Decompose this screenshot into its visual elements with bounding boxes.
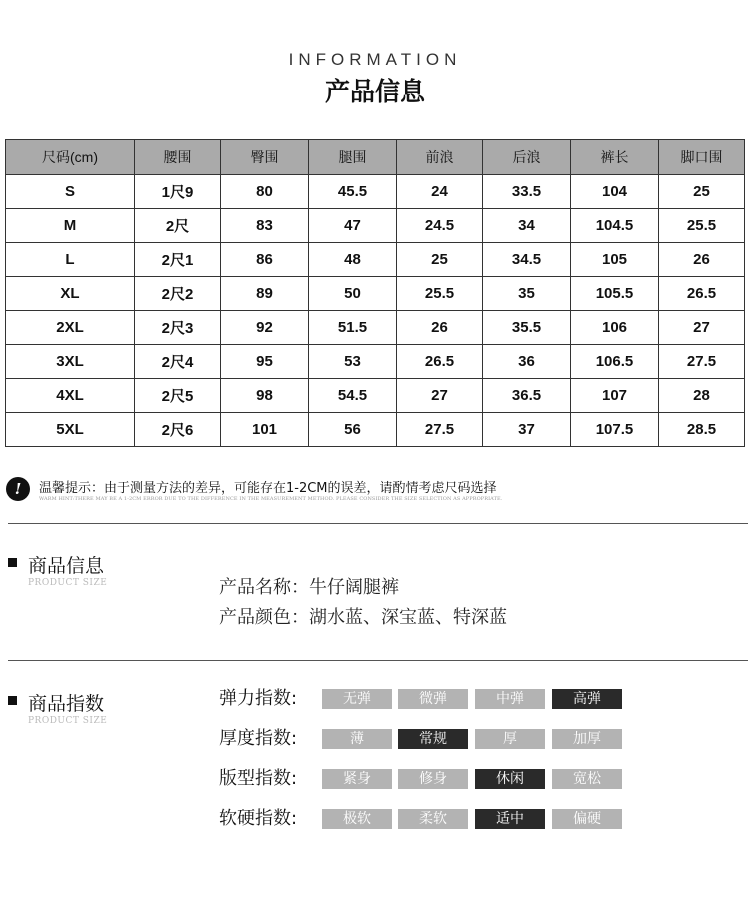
measurement-cell: 33.5	[483, 175, 571, 209]
measurement-cell: 24	[397, 175, 483, 209]
measurement-cell: 2尺6	[135, 413, 221, 447]
table-row	[6, 277, 745, 311]
table-header-row	[6, 140, 745, 175]
measurement-cell: 50	[309, 277, 397, 311]
measurement-cell: 107	[571, 379, 659, 413]
measurement-cell: 51.5	[309, 311, 397, 345]
table-row	[6, 243, 745, 277]
index-option: 紧身	[322, 769, 392, 789]
size-cell: 5XL	[6, 413, 135, 447]
measurement-cell: 105	[571, 243, 659, 277]
column-header: 脚口围	[659, 140, 745, 175]
index-label: 软硬指数:	[219, 808, 298, 829]
measurement-cell: 105.5	[571, 277, 659, 311]
measurement-tip	[6, 477, 746, 507]
column-header: 裤长	[571, 140, 659, 175]
index-label: 厚度指数:	[219, 728, 298, 749]
measurement-cell: 107.5	[571, 413, 659, 447]
index-option: 柔软	[398, 809, 468, 829]
measurement-cell: 83	[221, 209, 309, 243]
measurement-cell: 25.5	[659, 209, 745, 243]
product-name: 产品名称：牛仔阔腿裤	[219, 577, 399, 598]
measurement-cell: 26	[659, 243, 745, 277]
index-option: 宽松	[552, 769, 622, 789]
measurement-cell: 98	[221, 379, 309, 413]
square-bullet-icon	[8, 696, 17, 705]
exclamation-icon: !	[6, 477, 30, 501]
measurement-cell: 45.5	[309, 175, 397, 209]
product-info-heading: 产品信息	[324, 77, 425, 106]
table-row	[6, 311, 745, 345]
divider	[8, 660, 748, 661]
measurement-cell: 35	[483, 277, 571, 311]
measurement-cell: 2尺5	[135, 379, 221, 413]
measurement-cell: 104	[571, 175, 659, 209]
measurement-cell: 2尺2	[135, 277, 221, 311]
measurement-cell: 104.5	[571, 209, 659, 243]
tip-text-en: WARM HINT:THERE MAY BE A 1-2CM ERROR DUE TO THE DIFFERENCE IN THE MEASUREMENT METHOD. PLEASE CONSIDER THE SIZE SELECTION AS APPROPRIATE.	[39, 496, 503, 502]
measurement-cell: 26.5	[397, 345, 483, 379]
index-option: 中弹	[475, 689, 545, 709]
measurement-cell: 2尺	[135, 209, 221, 243]
measurement-cell: 92	[221, 311, 309, 345]
index-option: 薄	[322, 729, 392, 749]
divider	[8, 523, 748, 524]
measurement-cell: 101	[221, 413, 309, 447]
measurement-cell: 25.5	[397, 277, 483, 311]
index-option-selected: 常规	[398, 729, 468, 749]
measurement-cell: 27.5	[659, 345, 745, 379]
column-header: 臀围	[221, 140, 309, 175]
size-cell: 2XL	[6, 311, 135, 345]
size-cell: XL	[6, 277, 135, 311]
column-header: 腿围	[309, 140, 397, 175]
measurement-cell: 35.5	[483, 311, 571, 345]
measurement-cell: 48	[309, 243, 397, 277]
table-row	[6, 209, 745, 243]
size-cell: 3XL	[6, 345, 135, 379]
measurement-cell: 106.5	[571, 345, 659, 379]
column-header: 前浪	[397, 140, 483, 175]
index-option: 微弹	[398, 689, 468, 709]
index-option: 无弹	[322, 689, 392, 709]
table-row	[6, 379, 745, 413]
measurement-cell: 2尺4	[135, 345, 221, 379]
measurement-cell: 25	[397, 243, 483, 277]
product-colors: 产品颜色：湖水蓝、深宝蓝、特深蓝	[219, 607, 507, 628]
measurement-cell: 25	[659, 175, 745, 209]
index-option: 加厚	[552, 729, 622, 749]
table-row	[6, 175, 745, 209]
measurement-cell: 27	[397, 379, 483, 413]
index-option: 偏硬	[552, 809, 622, 829]
measurement-cell: 2尺1	[135, 243, 221, 277]
measurement-cell: 95	[221, 345, 309, 379]
table-row	[6, 413, 745, 447]
index-option: 极软	[322, 809, 392, 829]
index-option-selected: 适中	[475, 809, 545, 829]
information-heading: INFORMATION	[288, 50, 462, 69]
measurement-cell: 36.5	[483, 379, 571, 413]
measurement-cell: 24.5	[397, 209, 483, 243]
size-cell: 4XL	[6, 379, 135, 413]
measurement-cell: 36	[483, 345, 571, 379]
table-row	[6, 345, 745, 379]
measurement-cell: 27.5	[397, 413, 483, 447]
measurement-cell: 53	[309, 345, 397, 379]
size-table	[5, 139, 745, 447]
measurement-cell: 47	[309, 209, 397, 243]
measurement-cell: 56	[309, 413, 397, 447]
column-header: 尺码(cm)	[6, 140, 135, 175]
section-subtitle: PRODUCT SIZE	[28, 578, 108, 588]
section-subtitle: PRODUCT SIZE	[28, 716, 108, 726]
column-header: 后浪	[483, 140, 571, 175]
measurement-cell: 28	[659, 379, 745, 413]
measurement-cell: 106	[571, 311, 659, 345]
index-label: 版型指数:	[219, 768, 298, 789]
measurement-cell: 89	[221, 277, 309, 311]
measurement-cell: 54.5	[309, 379, 397, 413]
index-option-selected: 高弹	[552, 689, 622, 709]
tip-text: 温馨提示：由于测量方法的差异，可能存在1-2CM的误差，请酌情考虑尺码选择	[39, 481, 497, 496]
index-label: 弹力指数:	[219, 688, 298, 709]
measurement-cell: 27	[659, 311, 745, 345]
measurement-cell: 86	[221, 243, 309, 277]
measurement-cell: 28.5	[659, 413, 745, 447]
square-bullet-icon	[8, 558, 17, 567]
index-option: 修身	[398, 769, 468, 789]
section-title: 商品信息	[28, 555, 105, 577]
size-cell: M	[6, 209, 135, 243]
index-option-selected: 休闲	[475, 769, 545, 789]
measurement-cell: 80	[221, 175, 309, 209]
measurement-cell: 37	[483, 413, 571, 447]
measurement-cell: 2尺3	[135, 311, 221, 345]
measurement-cell: 34	[483, 209, 571, 243]
measurement-cell: 26.5	[659, 277, 745, 311]
measurement-cell: 34.5	[483, 243, 571, 277]
measurement-cell: 26	[397, 311, 483, 345]
section-title: 商品指数	[28, 693, 105, 715]
index-option: 厚	[475, 729, 545, 749]
column-header: 腰围	[135, 140, 221, 175]
size-cell: L	[6, 243, 135, 277]
size-cell: S	[6, 175, 135, 209]
measurement-cell: 1尺9	[135, 175, 221, 209]
